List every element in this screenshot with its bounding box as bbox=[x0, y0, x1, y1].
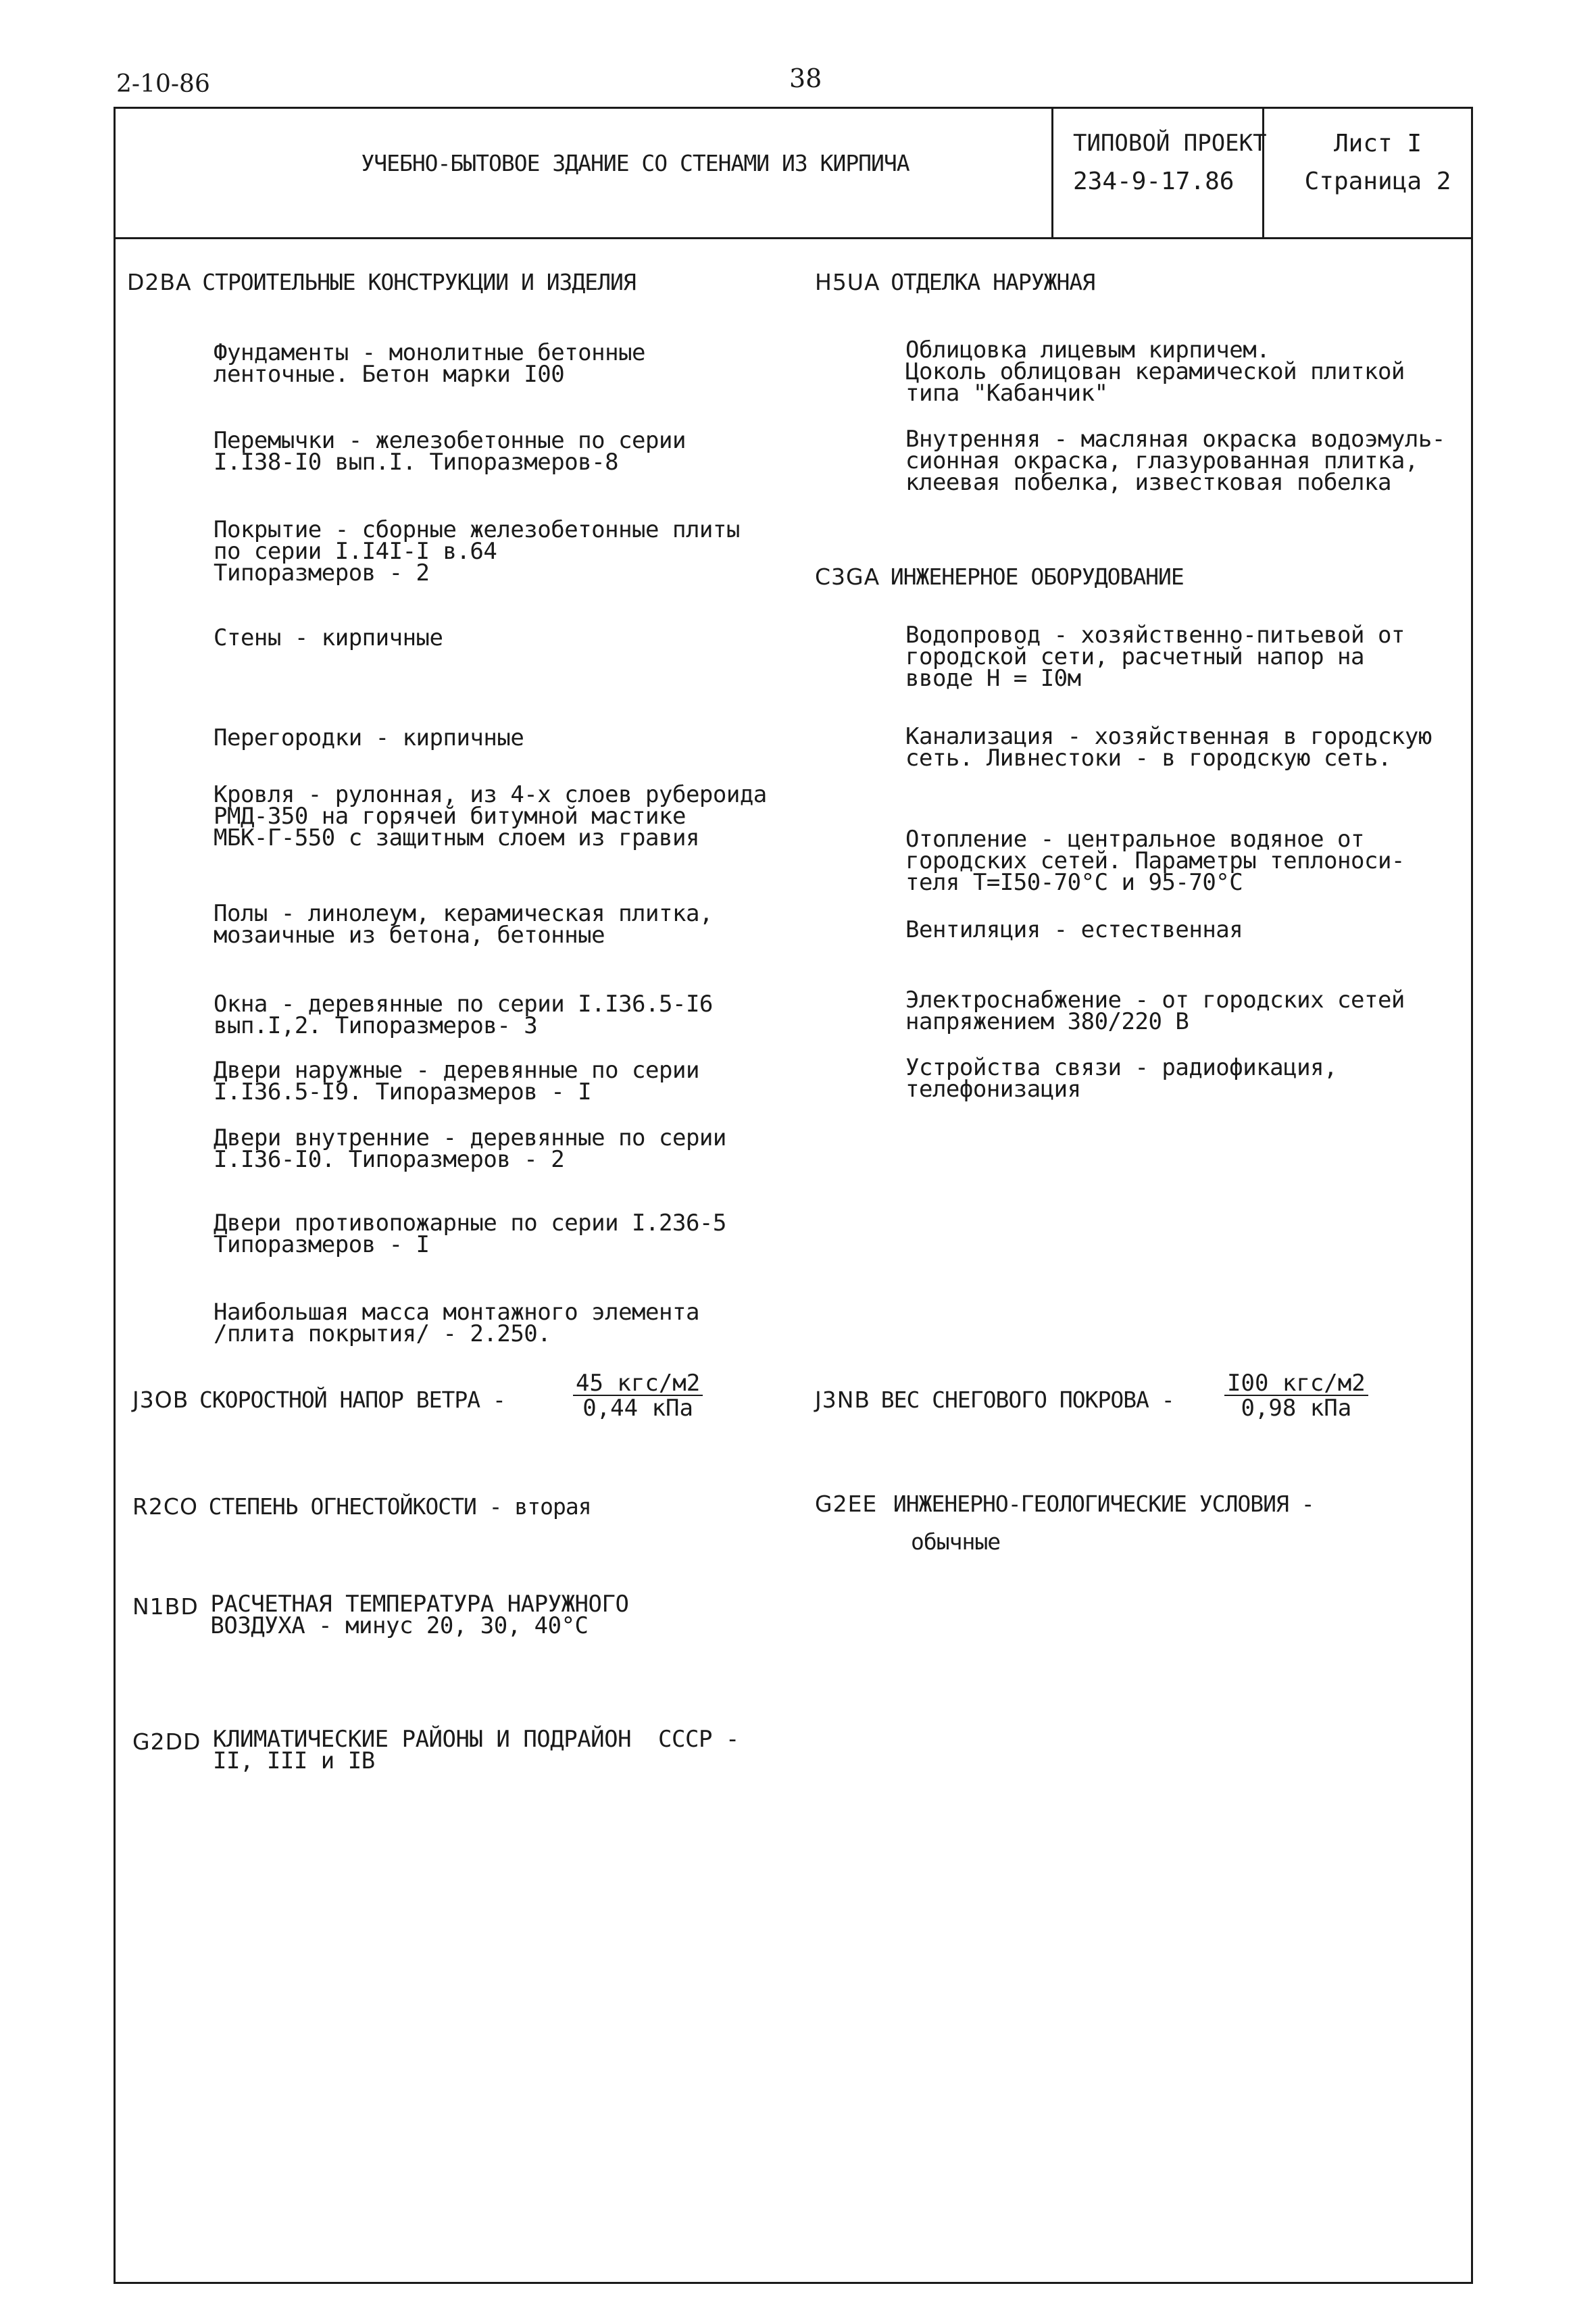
wind-pressure-value bbox=[573, 1372, 703, 1420]
date-mark: 2-10-86 bbox=[116, 70, 210, 98]
engineering-item-heating: Отопление - центральное водяное от городских сетей. Параметры теплоноси- теля Т=I50-70°С и 95-70°С bbox=[905, 826, 1405, 896]
finish-section bbox=[815, 269, 1095, 295]
engineering-item-ventilation: Вентиляция - естественная bbox=[905, 916, 1243, 943]
structures-item-floors: Полы - линолеум, керамическая плитка, мозаичные из бетона, бетонные bbox=[214, 900, 713, 949]
structures-section bbox=[127, 269, 636, 295]
wind-pressure-label: СКОРОСТНОЙ НАПОР ВЕТРА - bbox=[199, 1387, 505, 1413]
geology-row bbox=[815, 1491, 1314, 1517]
snow-load-value bbox=[1224, 1372, 1368, 1420]
section-code: N1BD bbox=[132, 1593, 199, 1620]
engineering-item-communications: Устройства связи - радиофикация, телефонизация bbox=[905, 1054, 1338, 1103]
engineering-section bbox=[815, 564, 1184, 590]
structures-item-windows: Окна - деревянные по серии I.I36.5-I6 вып.I,2. Типоразмеров- 3 bbox=[214, 991, 713, 1039]
structures-item-roof-slabs: Покрытие - сборные железобетонные плиты по серии I.I4I-I в.64 Типоразмеров - 2 bbox=[214, 516, 740, 587]
snow-load-kpa: 0,98 кПа bbox=[1241, 1395, 1352, 1422]
snow-load-row bbox=[815, 1387, 1174, 1413]
title-block-divider bbox=[1051, 107, 1053, 239]
section-heading: СТРОИТЕЛЬНЫЕ КОНСТРУКЦИИ И ИЗДЕЛИЯ bbox=[202, 269, 636, 295]
section-code: G2DD bbox=[132, 1728, 201, 1755]
engineering-item-sewerage: Канализация - хозяйственная в городскую сеть. Ливнестоки - в городскую сеть. bbox=[905, 723, 1432, 772]
sheet-number: Лист I bbox=[1333, 130, 1422, 157]
section-code: G2EE bbox=[815, 1491, 878, 1517]
page-label: Страница 2 bbox=[1304, 168, 1451, 195]
section-code: D2BA bbox=[127, 269, 192, 295]
section-code: R2CO bbox=[132, 1493, 198, 1520]
geology-label: ИНЖЕНЕРНО-ГЕОЛОГИЧЕСКИЕ УСЛОВИЯ - bbox=[893, 1491, 1314, 1517]
structures-item-fire-doors: Двери противопожарные по серии I.236-5 Типоразмеров - I bbox=[214, 1210, 726, 1258]
engineering-item-water: Водопровод - хозяйственно-питьевой от городской сети, расчетный напор на вводе Н = I0м bbox=[905, 622, 1405, 692]
section-code: C3GA bbox=[815, 564, 880, 590]
structures-item-lintels: Перемычки - железобетонные по серии I.I38-I0 вып.I. Типоразмеров-8 bbox=[214, 427, 686, 476]
project-code: 234-9-17.86 bbox=[1073, 168, 1235, 195]
page-number: 38 bbox=[789, 64, 822, 93]
climate-section bbox=[132, 1728, 739, 1772]
title-block-divider bbox=[1262, 107, 1264, 239]
document-title: УЧЕБНО-БЫТОВОЕ ЗДАНИЕ СО СТЕНАМИ ИЗ КИРПИЧА bbox=[361, 150, 909, 176]
finish-item-interior: Внутренняя - масляная окраска водоэмуль- сионная окраска, глазурованная плитка, клеевая побелка, известковая побелка bbox=[905, 426, 1445, 496]
structures-item-foundations: Фундаменты - монолитные бетонные ленточные. Бетон марки I00 bbox=[214, 339, 646, 388]
snow-load-label: ВЕС СНЕГОВОГО ПОКРОВА - bbox=[880, 1387, 1174, 1413]
section-heading: ОТДЕЛКА НАРУЖНАЯ bbox=[891, 269, 1095, 295]
wind-pressure-kpa: 0,44 кПа bbox=[582, 1395, 693, 1422]
structures-item-walls: Стены - кирпичные bbox=[214, 624, 443, 651]
geology-value: обычные bbox=[911, 1528, 1001, 1555]
wind-pressure-kgf: 45 кгс/м2 bbox=[573, 1372, 703, 1396]
temperature-text: РАСЧЕТНАЯ ТЕМПЕРАТУРА НАРУЖНОГО ВОЗДУХА - минус 20, 30, 40°С bbox=[210, 1591, 629, 1639]
structures-item-roofing: Кровля - рулонная, из 4-х слоев рубероида РМД-350 на горячей битумной мастике МБК-Г-550 с защитным слоем из гравия bbox=[214, 781, 767, 851]
structures-item-partitions: Перегородки - кирпичные bbox=[214, 724, 524, 751]
structures-item-interior-doors: Двери внутренние - деревянные по серии I.I36-I0. Типоразмеров - 2 bbox=[214, 1124, 726, 1173]
structures-item-exterior-doors: Двери наружные - деревянные по серии I.I36.5-I9. Типоразмеров - I bbox=[214, 1057, 699, 1105]
fire-resistance-row bbox=[132, 1493, 591, 1520]
snow-load-kgf: I00 кгс/м2 bbox=[1224, 1372, 1368, 1396]
wind-pressure-row bbox=[132, 1387, 505, 1413]
finish-item-exterior: Облицовка лицевым кирпичем. Цоколь облицован керамической плиткой типа "Кабанчик" bbox=[905, 337, 1405, 407]
fire-resistance-label: СТЕПЕНЬ ОГНЕСТОЙКОСТИ - вторая bbox=[208, 1493, 591, 1520]
section-heading: ИНЖЕНЕРНОЕ ОБОРУДОВАНИЕ bbox=[890, 564, 1184, 590]
section-code: J3NB bbox=[815, 1387, 871, 1413]
temperature-section bbox=[132, 1593, 628, 1637]
climate-text: КЛИМАТИЧЕСКИЕ РАЙОНЫ И ПОДРАЙОН СССР - II, III и IВ bbox=[213, 1726, 739, 1774]
section-code: J3OB bbox=[132, 1387, 189, 1413]
project-label: ТИПОВОЙ ПРОЕКТ bbox=[1073, 130, 1267, 157]
engineering-item-power: Электроснабжение - от городских сетей напряжением 380/220 В bbox=[905, 987, 1405, 1035]
section-code: H5UA bbox=[815, 269, 880, 295]
structures-item-max-mass: Наибольшая масса монтажного элемента /плита покрытия/ - 2.250. bbox=[214, 1299, 699, 1347]
